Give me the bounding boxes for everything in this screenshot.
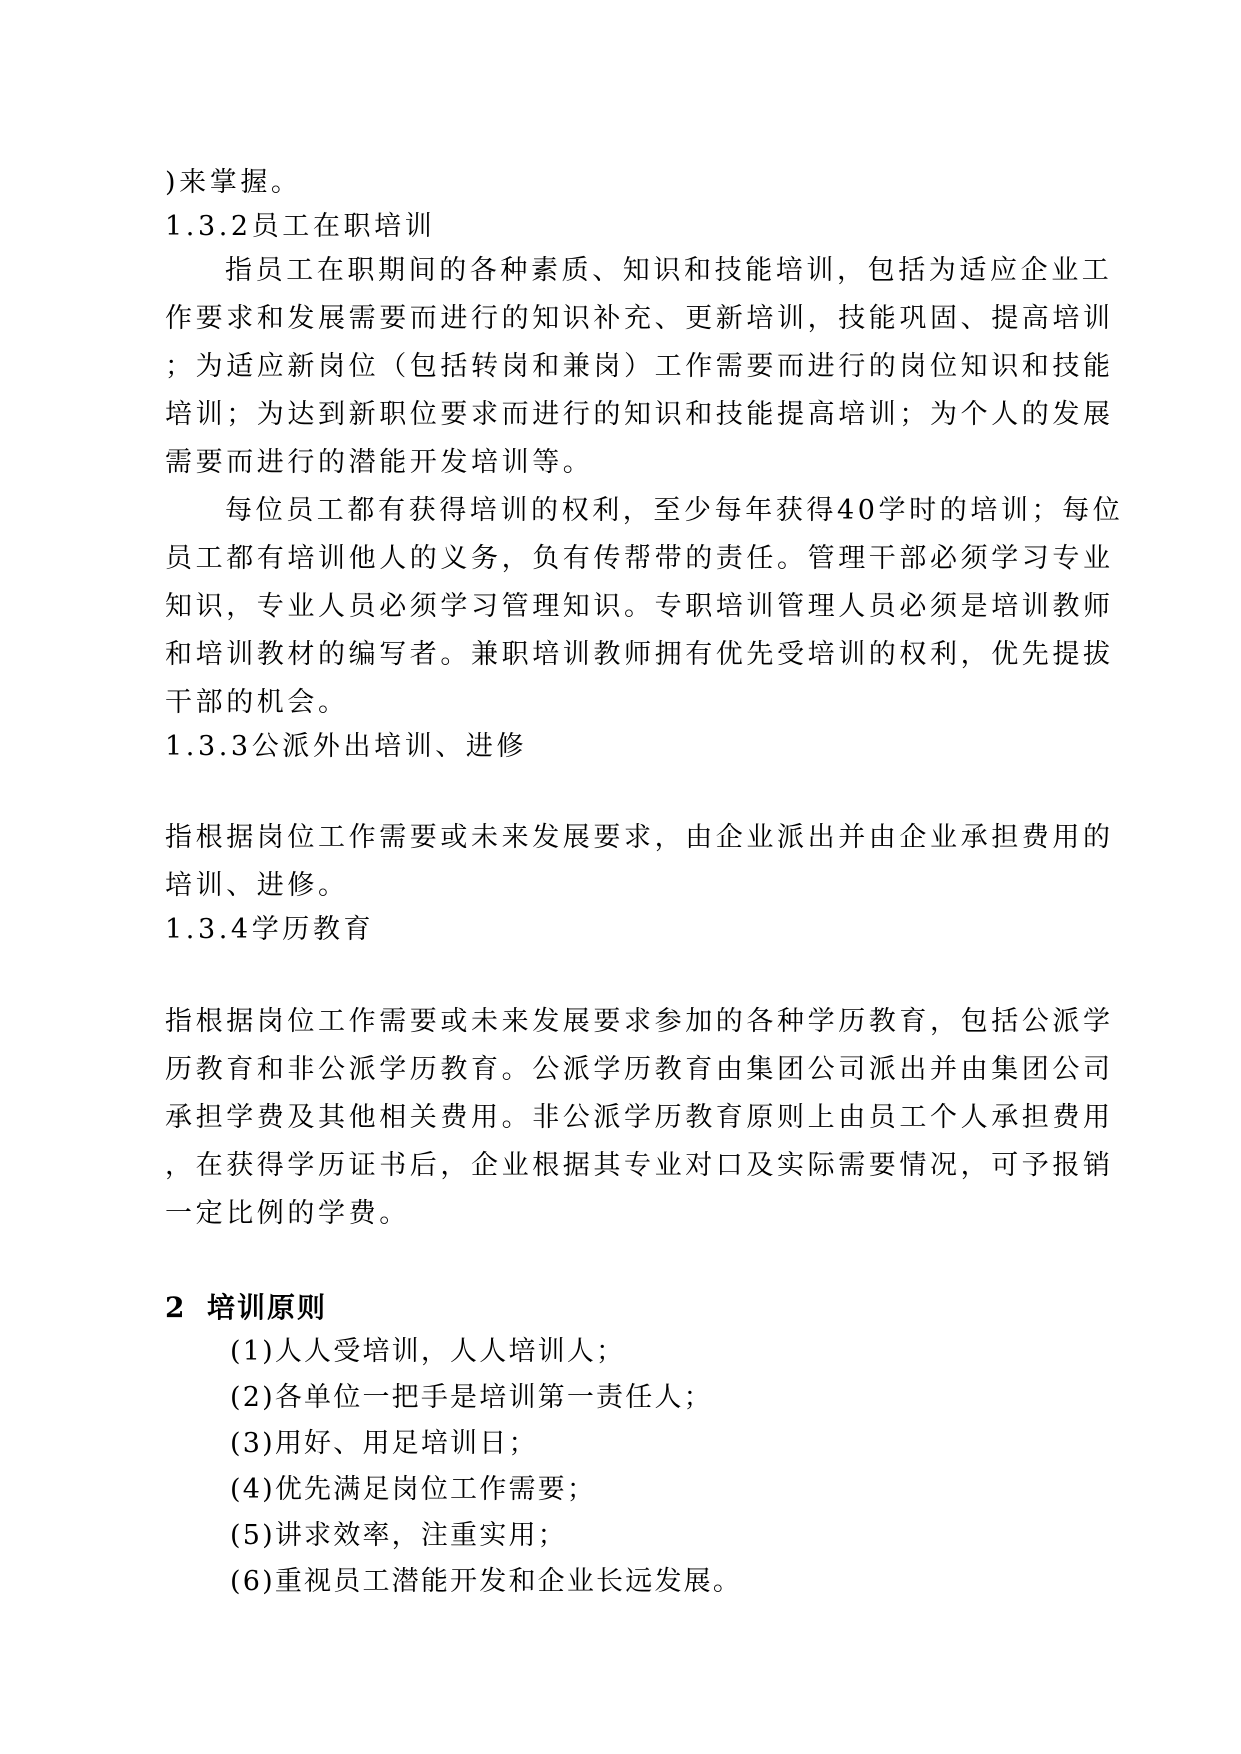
paragraph-line: 知识，专业人员必须学习管理知识。专职培训管理人员必须是培训教师 xyxy=(165,591,1114,622)
principle-item: (4)优先满足岗位工作需要； xyxy=(230,1474,597,1505)
paragraph-line: 作要求和发展需要而进行的知识补充、更新培训，技能巩固、提高培训 xyxy=(165,303,1114,334)
principle-item: (5)讲求效率，注重实用； xyxy=(230,1520,567,1551)
paragraph-line: 培训；为达到新职位要求而进行的知识和技能提高培训；为个人的发展 xyxy=(165,399,1114,430)
paragraph-line: 员工都有培训他人的义务，负有传帮带的责任。管理干部必须学习专业 xyxy=(165,543,1114,574)
section-title: 培训原则 xyxy=(207,1291,328,1324)
paragraph-line: 承担学费及其他相关费用。非公派学历教育原则上由员工个人承担费用 xyxy=(165,1102,1114,1133)
principle-item: (2)各单位一把手是培训第一责任人； xyxy=(230,1382,713,1413)
paragraph-line: 培训、进修。 xyxy=(165,870,349,901)
section-number: 2 xyxy=(165,1291,187,1324)
paragraph-line: ，在获得学历证书后，企业根据其专业对口及实际需要情况，可予报销 xyxy=(165,1150,1114,1181)
principle-item: (3)用好、用足培训日； xyxy=(230,1428,538,1459)
subheading-1-3-3: 1.3.3公派外出培训、进修 xyxy=(165,731,528,762)
paragraph-line: ；为适应新岗位（包括转岗和兼岗）工作需要而进行的岗位知识和技能 xyxy=(165,351,1114,382)
text-line-continuation: )来掌握。 xyxy=(165,167,302,198)
paragraph-line: 指员工在职期间的各种素质、知识和技能培训，包括为适应企业工 xyxy=(225,255,1113,286)
principle-item: (6)重视员工潜能开发和企业长远发展。 xyxy=(230,1566,743,1597)
paragraph-line: 指根据岗位工作需要或未来发展要求，由企业派出并由企业承担费用的 xyxy=(165,822,1114,853)
subheading-1-3-2: 1.3.2员工在职培训 xyxy=(165,211,436,242)
paragraph-line: 需要而进行的潜能开发培训等。 xyxy=(165,447,594,478)
paragraph-line: 一定比例的学费。 xyxy=(165,1198,410,1229)
paragraph-line: 每位员工都有获得培训的权利，至少每年获得40学时的培训；每位 xyxy=(225,495,1124,526)
paragraph-line: 指根据岗位工作需要或未来发展要求参加的各种学历教育，包括公派学 xyxy=(165,1006,1114,1037)
subheading-1-3-4: 1.3.4学历教育 xyxy=(165,914,375,945)
principle-item: (1)人人受培训，人人培训人； xyxy=(230,1336,626,1367)
paragraph-line: 和培训教材的编写者。兼职培训教师拥有优先受培训的权利，优先提拔 xyxy=(165,639,1114,670)
paragraph-line: 历教育和非公派学历教育。公派学历教育由集团公司派出并由集团公司 xyxy=(165,1054,1114,1085)
paragraph-line: 干部的机会。 xyxy=(165,687,349,718)
